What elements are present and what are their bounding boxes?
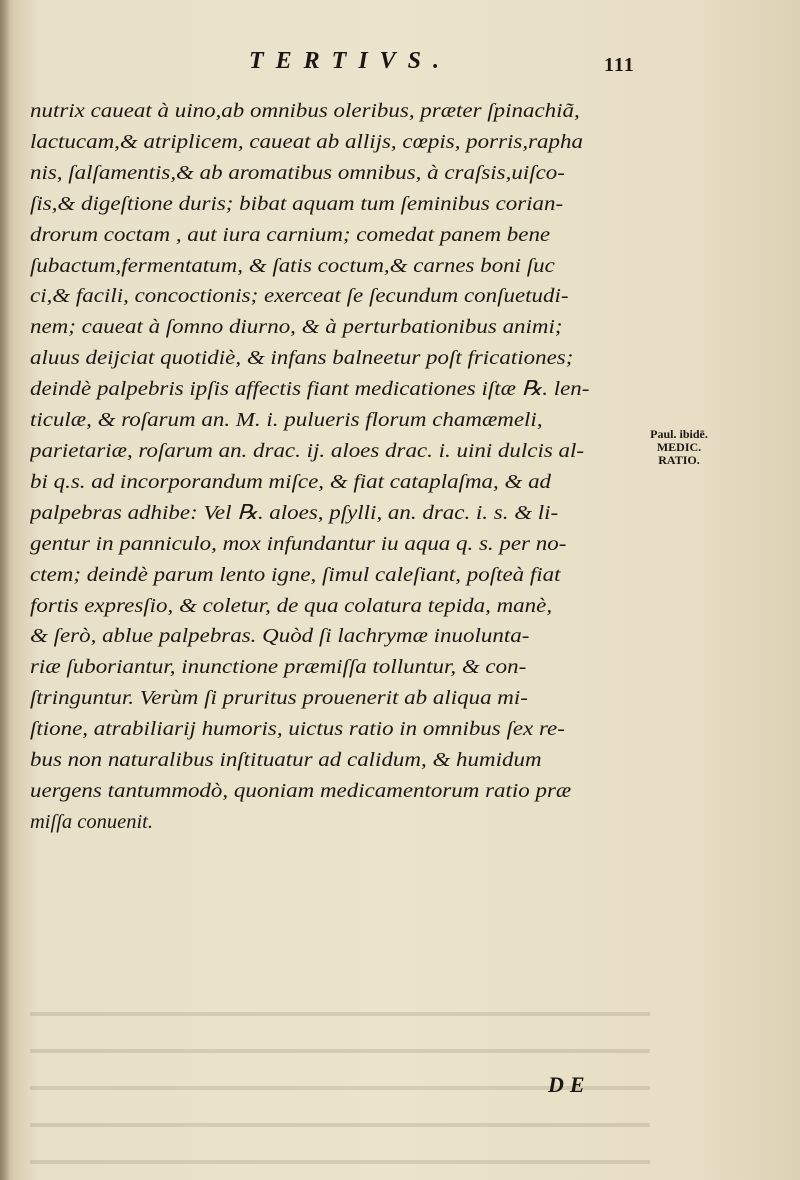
gutter-shadow <box>0 0 10 1180</box>
text-line: palpebras adhibe: Vel ℞. aloes, pſylli, an. drac. i. s. & li- <box>30 501 559 524</box>
text-line: uergens tantummodò, quoniam medicamentorum ratio præ <box>30 779 572 802</box>
page-number: 111 <box>604 54 635 76</box>
text-line: ſis,& digeſtione duris; bibat aquam tum ſeminibus corian- <box>30 192 564 215</box>
text-line: ctem; deindè parum lento igne, ſimul caleſiant, poſteà fiat <box>30 563 561 586</box>
text-line: nis, ſalſamentis,& ab aromatibus omnibus, à craſsis,uiſco- <box>30 161 565 184</box>
text-line: ſtione, atrabiliarij humoris, uictus ratio in omnibus ſex re- <box>30 718 565 741</box>
catchword: DE <box>548 1072 591 1097</box>
text-line: nutrix caueat à uino,ab omnibus oleribus, præter ſpinachiã, <box>30 100 580 122</box>
text-line: nem; caueat à ſomno diurno, & à perturbationibus animi; <box>30 316 563 339</box>
text-line: riæ ſuboriantur, inunctione præmiſſa tolluntur, & con- <box>30 656 527 679</box>
text-line: drorum coctam , aut iura carnium; comedat panem bene <box>30 223 551 246</box>
text-line: fortis expresſio, & coletur, de qua colatura tepida, manè, <box>30 594 553 617</box>
running-title: TERTIVS. <box>248 48 452 74</box>
text-line: ticulæ, & roſarum an. M. i. pulueris florum chamæmeli, <box>30 409 543 432</box>
margin-note <box>636 428 722 467</box>
main-text-block <box>30 96 640 838</box>
text-line: miſſa conuenit. <box>30 810 153 833</box>
text-line: bi q.s. ad incorporandum miſce, & fiat cataplaſma, & ad <box>30 470 552 493</box>
text-line: ſubactum,fermentatum, & ſatis coctum,& carnes boni ſuc <box>30 254 555 277</box>
text-line: parietariæ, roſarum an. drac. ij. aloes drac. i. uini dulcis al- <box>30 439 585 462</box>
margin-note-line: MEDIC. <box>656 440 702 454</box>
text-line: aluus deijciat quotidiè, & infans balneetur poſt fricationes; <box>30 347 574 370</box>
text-line: ci,& facili, concoctionis; exerceat ſe ſecundum conſuetudi- <box>30 285 569 308</box>
text-line: gentur in panniculo, mox infundantur iu aqua q. s. per no- <box>30 532 567 555</box>
text-line: & ſerò, ablue palpebras. Quòd ſi lachrymæ inuolunta- <box>30 625 530 648</box>
text-line: lactucam,& atriplicem, caueat ab allijs, cœpis, porris,rapha <box>30 130 583 153</box>
text-line: deindè palpebris ipſis affectis fiant medicationes iſtæ ℞. len- <box>30 378 590 401</box>
margin-note-line: RATIO. <box>658 453 700 467</box>
text-line: ſtringuntur. Verùm ſi pruritus prouenerit ab aliqua mi- <box>30 687 528 710</box>
text-line: bus non naturalibus inſtituatur ad calidum, & humidum <box>30 749 542 772</box>
margin-note-line: Paul. ibidē. <box>650 427 708 441</box>
